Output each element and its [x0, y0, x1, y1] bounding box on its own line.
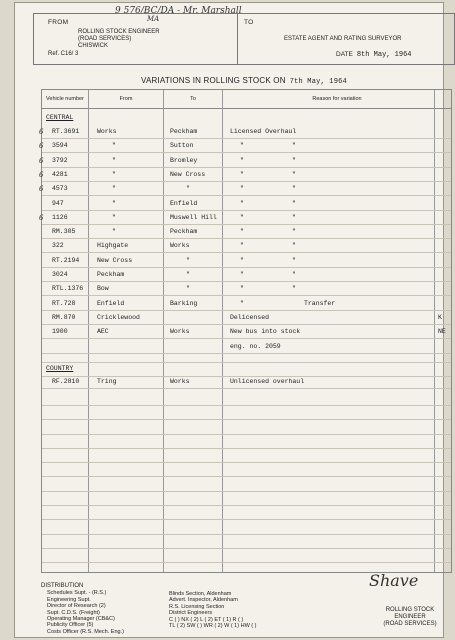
reason-value: ": [240, 156, 244, 164]
distribution-label: DISTRIBUTION: [41, 583, 84, 589]
vehicle-number: RT.3691: [52, 128, 80, 135]
vehicle-number: 3792: [52, 156, 68, 164]
reason-value: Delicensed: [230, 313, 270, 321]
from-box: [34, 14, 238, 64]
from-value: ": [112, 213, 116, 221]
from-value: Highgate: [97, 242, 129, 250]
vehicle-number: RTL.1376: [52, 285, 84, 293]
distribution-item: Advert. Inspector, Aldenham: [169, 597, 238, 604]
distribution-item: Schedules Supt. - (R.S.): [47, 590, 107, 597]
from-value: Bow: [97, 285, 109, 293]
reason-extra: ": [292, 213, 296, 221]
from-value: AEC: [97, 328, 109, 336]
reason-extra: ": [292, 271, 296, 278]
vehicle-number: 3024: [52, 271, 68, 278]
distribution-item: District Engineers: [169, 610, 213, 617]
reason-value: ": [240, 199, 244, 207]
to-value: Muswell Hill: [170, 213, 217, 221]
signature: Shave: [369, 571, 419, 590]
reason-extra: ": [292, 242, 296, 250]
reason-value: eng. no. 2059: [230, 342, 281, 350]
from-value: ": [112, 228, 116, 236]
document-page: [14, 2, 444, 638]
from-value: ": [112, 199, 116, 207]
distribution-item: R.S. Licensing Section: [169, 603, 225, 610]
from-value: Enfield: [97, 299, 125, 307]
tick-mark: 6: [39, 185, 44, 194]
to-value: ": [186, 256, 190, 264]
to-value: Sutton: [170, 142, 194, 150]
distribution-item: Blinds Section, Aldenham: [169, 591, 232, 597]
to-value: Works: [170, 242, 190, 250]
reason-value: ": [240, 185, 244, 193]
to-value: Enfield: [170, 199, 198, 207]
from-value: ": [112, 156, 116, 164]
vehicle-number: 3594: [52, 142, 68, 150]
tick-mark: 6: [39, 142, 44, 151]
vehicle-number: 322: [52, 242, 64, 250]
vehicle-number: RF.2810: [52, 378, 80, 385]
to-value: ": [186, 271, 190, 278]
section-central: CENTRAL: [46, 114, 74, 121]
vehicle-number: 4573: [52, 185, 68, 193]
distribution-list-right: [169, 591, 256, 629]
distribution-item: TL ( 2) SW ( ) WR ( 2) W ( 1) HW ( ): [169, 623, 257, 630]
signatory-title: ROLLING STOCK ENGINEER (ROAD SERVICES): [383, 607, 437, 627]
col-header-from: From: [89, 90, 163, 109]
distribution-item: C ( ) NX ( 2) L ( 2) ET ( 1) R ( ): [169, 616, 244, 623]
to-value: Peckham: [170, 228, 198, 236]
reason-extra: ": [292, 185, 296, 193]
to-value: New Cross: [170, 170, 206, 178]
distribution-item: Engineering Supt.: [47, 596, 91, 603]
handwritten-initials: MA: [147, 15, 160, 23]
from-value: Cricklewood: [97, 313, 140, 321]
from-value: ": [112, 170, 116, 178]
from-value: ": [112, 185, 116, 193]
reason-value: ": [240, 271, 244, 278]
from-value: Works: [97, 128, 117, 135]
to-value: Works: [170, 378, 190, 385]
document-title: VARIATIONS IN ROLLING STOCK ON 7th May, 1964: [141, 76, 347, 86]
reason-value: ": [240, 256, 244, 264]
from-value: New Cross: [97, 256, 133, 264]
from-value: Tring: [97, 378, 117, 385]
reason-extra: ": [292, 285, 296, 293]
from-label: FROM: [48, 19, 69, 26]
to-value: Bromley: [170, 156, 198, 164]
reason-extra: ": [292, 199, 296, 207]
to-label: TO: [244, 19, 254, 26]
tick-mark: 6: [39, 170, 44, 179]
section-country: COUNTRY: [46, 365, 74, 372]
col-header-vehicle: Vehicle number: [42, 90, 88, 109]
from-value: Peckham: [97, 271, 125, 278]
reason-extra: ": [292, 156, 296, 164]
tick-mark: 6: [39, 128, 44, 136]
memo-header: [33, 13, 455, 65]
reference: Ref. C16/ 3: [48, 51, 79, 57]
reason-value: Unlicensed overhaul: [230, 378, 305, 385]
variations-table: [41, 89, 452, 573]
distribution-item: Costs Officer (R.S. Mech. Eng.): [47, 628, 124, 635]
col-header-to: To: [164, 90, 222, 109]
reason-value: ": [240, 213, 244, 221]
vehicle-number: RT.728: [52, 299, 76, 307]
tick-mark: 6: [39, 213, 44, 222]
tick-mark: 6: [39, 156, 44, 165]
handwritten-note: 9 576/BC/DA - Mr. Marshall: [115, 6, 242, 16]
distribution-item: Publicity Officer (5): [47, 622, 94, 629]
reason-value: ": [240, 285, 244, 293]
to-value: Peckham: [170, 128, 198, 135]
reason-extra: ": [292, 142, 296, 150]
reason-value: ": [240, 170, 244, 178]
right-mark: NE: [438, 328, 446, 336]
vehicle-number: 947: [52, 199, 64, 207]
reason-value: ": [240, 242, 244, 250]
col-header-reason: Reason for variation: [223, 90, 451, 109]
reason-extra: ": [292, 256, 296, 264]
reason-extra: ": [292, 228, 296, 236]
right-mark: K: [438, 313, 442, 321]
reason-extra: Transfer: [304, 299, 336, 307]
reason-value: New bus into stock: [230, 328, 301, 336]
vehicle-number: RT.2194: [52, 256, 80, 264]
reason-value: Licensed Overhaul: [230, 128, 297, 135]
distribution-item: Operating Manager (CB&C): [47, 616, 115, 623]
to-recipient: ESTATE AGENT AND RATING SURVEYOR: [284, 36, 402, 42]
to-value: ": [186, 185, 190, 193]
memo-date: DATE 8th May, 1964: [336, 51, 412, 59]
reason-value: ": [240, 142, 244, 150]
to-value: ": [186, 285, 190, 293]
from-value: ": [112, 142, 116, 150]
reason-value: ": [240, 299, 244, 307]
vehicle-number: RM.305: [52, 228, 76, 236]
to-value: Works: [170, 328, 190, 336]
distribution-item: Supt. C.D.S. (Freight): [47, 609, 100, 616]
distribution-item: Director of Research (2): [47, 603, 106, 610]
from-address: ROLLING STOCK ENGINEER (ROAD SERVICES) CHISWICK: [78, 29, 160, 49]
reason-extra: ": [292, 170, 296, 178]
to-box: [238, 14, 454, 64]
vehicle-number: 4281: [52, 170, 68, 178]
to-value: Barking: [170, 299, 198, 307]
vehicle-number: RM.870: [52, 313, 76, 321]
vehicle-number: 1126: [52, 213, 68, 221]
reason-value: ": [240, 228, 244, 236]
vehicle-number: 1900: [52, 328, 68, 336]
